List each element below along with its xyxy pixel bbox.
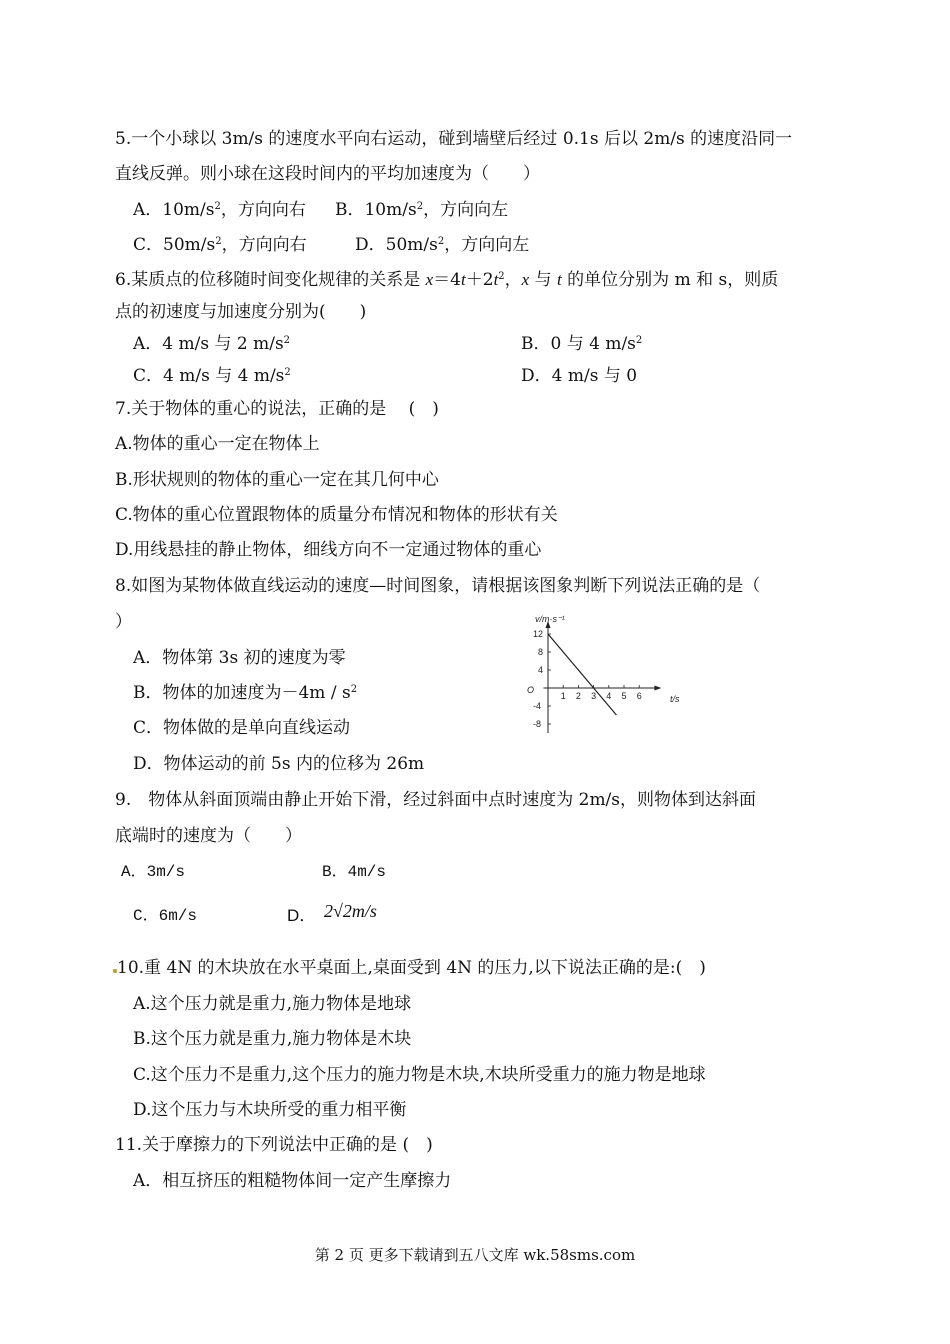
q9-option-a: A．3m/s	[121, 863, 186, 881]
x-tick-label: 2	[575, 691, 581, 701]
q8-option-d: D．物体运动的前 5s 内的位移为 26m	[133, 754, 425, 774]
q5-option-d: D．$50m/s^2$，方向向左	[355, 235, 530, 255]
q6-option-a: A．4 m/s 与 2 $m/s^2$	[133, 334, 291, 354]
origin-label: O	[527, 685, 535, 695]
q10-option-d: D.这个压力与木块所受的重力相平衡	[133, 1100, 407, 1120]
page-footer: 第 2 页 更多下载请到五八文库 wk.58sms.com	[314, 1246, 636, 1264]
q9-option-c: C．6m/s	[133, 907, 198, 925]
q5-stem-line2: 直线反弹。则小球在这段时间内的平均加速度为（ ）	[115, 164, 540, 184]
y-tick-label: 12	[533, 629, 544, 639]
q9-stem-line1: 9. 物体从斜面顶端由静止开始下滑，经过斜面中点时速度为 2m/s，则物体到达斜面	[115, 790, 757, 810]
y-axis-label: v/m·s⁻¹	[535, 614, 565, 624]
q9-option-d-formula: 2√2m/s	[324, 901, 377, 921]
q10-option-a: A.这个压力就是重力,施力物体是地球	[133, 994, 412, 1014]
q6-option-b: B．0 与 4 $m/s^2$	[521, 334, 643, 354]
velocity-time-graph	[518, 608, 693, 748]
x-tick-label: 3	[591, 691, 597, 701]
q5-stem-line1: 5.一个小球以 3m/s 的速度水平向右运动，碰到墙壁后经过 0.1s 后以 2m/s 的速度沿同一	[115, 129, 793, 149]
y-tick-label: 8	[538, 647, 544, 657]
q10-option-b: B.这个压力就是重力,施力物体是木块	[133, 1029, 412, 1049]
q10-option-c: C.这个压力不是重力,这个压力的施力物是木块,木块所受重力的施力物是地球	[133, 1065, 706, 1085]
q9-stem-line2: 底端时的速度为（ ）	[115, 826, 302, 846]
q9-option-d-label: D．	[287, 906, 317, 925]
q5-option-a: A．$10m/s^2$，方向向右	[133, 200, 306, 220]
x-tick-label: 4	[606, 691, 612, 701]
q6-option-d: D．4 m/s 与 0	[521, 366, 638, 386]
q11-option-a: A．相互挤压的粗糙物体间一定产生摩擦力	[133, 1171, 452, 1191]
q5-option-b: B．$10m/s^2$，方向向左	[335, 200, 509, 220]
x-tick-label: 5	[621, 691, 627, 701]
q7-option-b: B.形状规则的物体的重心一定在其几何中心	[115, 470, 439, 490]
x-tick-label: 1	[560, 691, 566, 701]
x-axis-arrow	[654, 686, 661, 691]
x-axis-label: t/s	[670, 694, 680, 704]
q6-option-c: C．4 m/s 与 4 $m/s^2$	[133, 366, 291, 386]
y-tick-label: -8	[533, 719, 542, 729]
q9-option-b: B．4m/s	[322, 863, 387, 881]
q8-stem-line1: 8.如图为某物体做直线运动的速度—时间图象，请根据该图象判断下列说法正确的是（	[115, 576, 761, 596]
q8-option-b: B．物体的加速度为$-4m / s^2$	[133, 683, 358, 703]
y-tick-label: -4	[533, 701, 542, 711]
q5-option-c: C．$50m/s^2$，方向向右	[133, 235, 307, 255]
q7-stem: 7.关于物体的重心的说法，正确的是 ( )	[115, 399, 439, 419]
y-tick-label: 4	[538, 665, 544, 675]
q8-option-a: A．物体第 3s 初的速度为零	[133, 648, 346, 668]
q6-stem-line1: 6.某质点的位移随时间变化规律的关系是 $x=4t+2t^2$，x 与 t 的单位分别为 m 和 s，则质	[115, 270, 779, 290]
q7-option-a: A.物体的重心一定在物体上	[115, 434, 320, 454]
q11-stem: 11.关于摩擦力的下列说法中正确的是 ( )	[115, 1135, 433, 1155]
x-tick-label: 6	[636, 691, 642, 701]
q7-option-c: C.物体的重心位置跟物体的质量分布情况和物体的形状有关	[115, 505, 558, 525]
q10-stem: 10.重 4N 的木块放在水平桌面上,桌面受到 4N 的压力,以下说法正确的是:( )	[117, 958, 706, 978]
velocity-line	[548, 634, 616, 715]
q6-stem-line2: 点的初速度与加速度分别为( )	[115, 302, 367, 322]
q7-option-d: D.用线悬挂的静止物体，细线方向不一定通过物体的重心	[115, 540, 542, 560]
q8-option-c: C．物体做的是单向直线运动	[133, 718, 351, 738]
q8-stem-line2: ）	[115, 612, 132, 632]
